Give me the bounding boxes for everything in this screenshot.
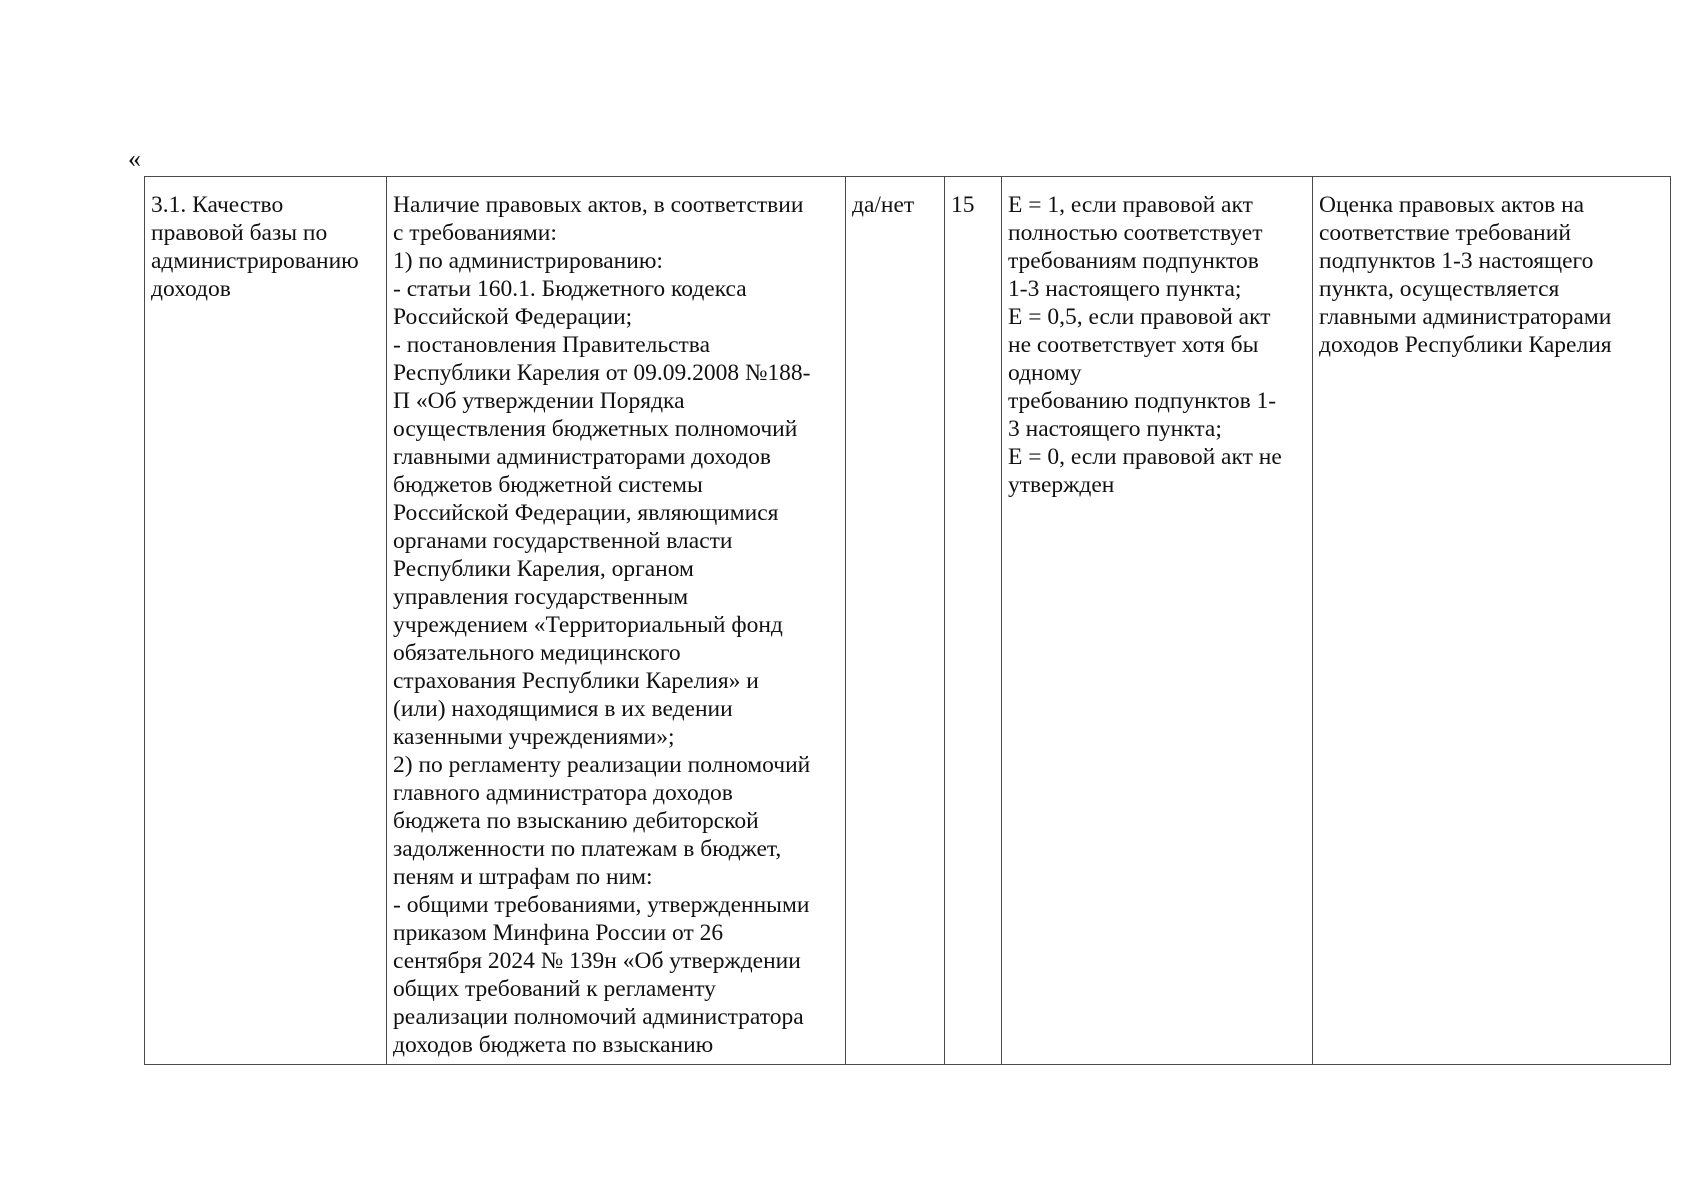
requirements-line: Наличие правовых актов, в соответствии <box>393 192 804 218</box>
opening-quote-mark: « <box>128 144 141 173</box>
note-line: подпунктов 1-3 настоящего <box>1319 248 1594 274</box>
requirements-line: Российской Федерации; <box>393 304 633 330</box>
note-cell <box>1313 177 1671 1065</box>
formula-line: не соответствует хотя бы <box>1008 332 1259 358</box>
requirements-line: Республики Карелия от 09.09.2008 №188- <box>393 360 811 386</box>
requirements-line: 1) по администрированию: <box>393 248 663 274</box>
requirements-line: Российской Федерации, являющимися <box>393 500 779 526</box>
criteria-table <box>144 176 1671 1065</box>
requirements-cell <box>387 177 846 1065</box>
requirements-line: реализации полномочий администратора <box>393 1004 804 1030</box>
weight-cell <box>945 177 1002 1065</box>
requirements-line: общих требований к регламенту <box>393 976 716 1002</box>
formula-line: требованиям подпунктов <box>1008 248 1259 274</box>
indicator-line: администрированию <box>151 248 359 274</box>
requirements-line: доходов бюджета по взысканию <box>393 1032 714 1058</box>
formula-line: требованию подпунктов 1- <box>1008 388 1277 414</box>
requirements-line: осуществления бюджетных полномочий <box>393 416 798 442</box>
requirements-line: обязательного медицинского <box>393 640 681 666</box>
formula-line: E = 1, если правовой акт <box>1008 192 1253 218</box>
indicator-line: доходов <box>151 276 231 302</box>
requirements-line: бюджетов бюджетной системы <box>393 472 703 498</box>
requirements-line: главного администратора доходов <box>393 780 733 806</box>
unit-value: да/нет <box>852 192 915 218</box>
unit-cell <box>846 177 945 1065</box>
indicator-line: 3.1. Качество <box>151 192 284 218</box>
note-line: главными администраторами <box>1319 304 1612 330</box>
requirements-line: учреждением «Территориальный фонд <box>393 612 783 638</box>
requirements-line: управления государственным <box>393 584 689 610</box>
requirements-line: главными администраторами доходов <box>393 444 771 470</box>
requirements-line: приказом Минфина России от 26 <box>393 920 724 946</box>
requirements-line: страхования Республики Карелия» и <box>393 668 759 694</box>
requirements-line: сентября 2024 № 139н «Об утверждении <box>393 948 801 974</box>
formula-line: E = 0, если правовой акт не <box>1008 444 1282 470</box>
requirements-line: бюджета по взысканию дебиторской <box>393 808 759 834</box>
formula-line: E = 0,5, если правовой акт <box>1008 304 1271 330</box>
requirements-line: Республики Карелия, органом <box>393 556 694 582</box>
note-line: Оценка правовых актов на <box>1319 192 1585 218</box>
note-line: доходов Республики Карелия <box>1319 332 1612 358</box>
indicator-cell <box>145 177 387 1065</box>
requirements-line: казенными учреждениями»; <box>393 724 675 750</box>
formula-line: утвержден <box>1008 472 1115 498</box>
requirements-line: - постановления Правительства <box>393 332 711 358</box>
requirements-line: с требованиями: <box>393 220 557 246</box>
requirements-line: (или) находящимися в их ведении <box>393 696 733 722</box>
requirements-line: - статьи 160.1. Бюджетного кодекса <box>393 276 747 302</box>
table-row <box>145 177 1671 1065</box>
requirements-line: - общими требованиями, утвержденными <box>393 892 810 918</box>
note-line: пункта, осуществляется <box>1319 276 1560 302</box>
formula-line: 3 настоящего пункта; <box>1008 416 1222 442</box>
formula-line: 1-3 настоящего пункта; <box>1008 276 1242 302</box>
formula-line: одному <box>1008 360 1082 386</box>
indicator-line: правовой базы по <box>151 220 328 246</box>
requirements-line: пеням и штрафам по ним: <box>393 864 653 890</box>
formula-line: полностью соответствует <box>1008 220 1263 246</box>
requirements-line: задолженности по платежам в бюджет, <box>393 836 782 862</box>
requirements-line: 2) по регламенту реализации полномочий <box>393 752 811 778</box>
note-line: соответствие требований <box>1319 220 1571 246</box>
weight-value: 15 <box>951 192 975 218</box>
formula-cell <box>1002 177 1313 1065</box>
requirements-line: П «Об утверждении Порядка <box>393 388 685 414</box>
requirements-line: органами государственной власти <box>393 528 733 554</box>
